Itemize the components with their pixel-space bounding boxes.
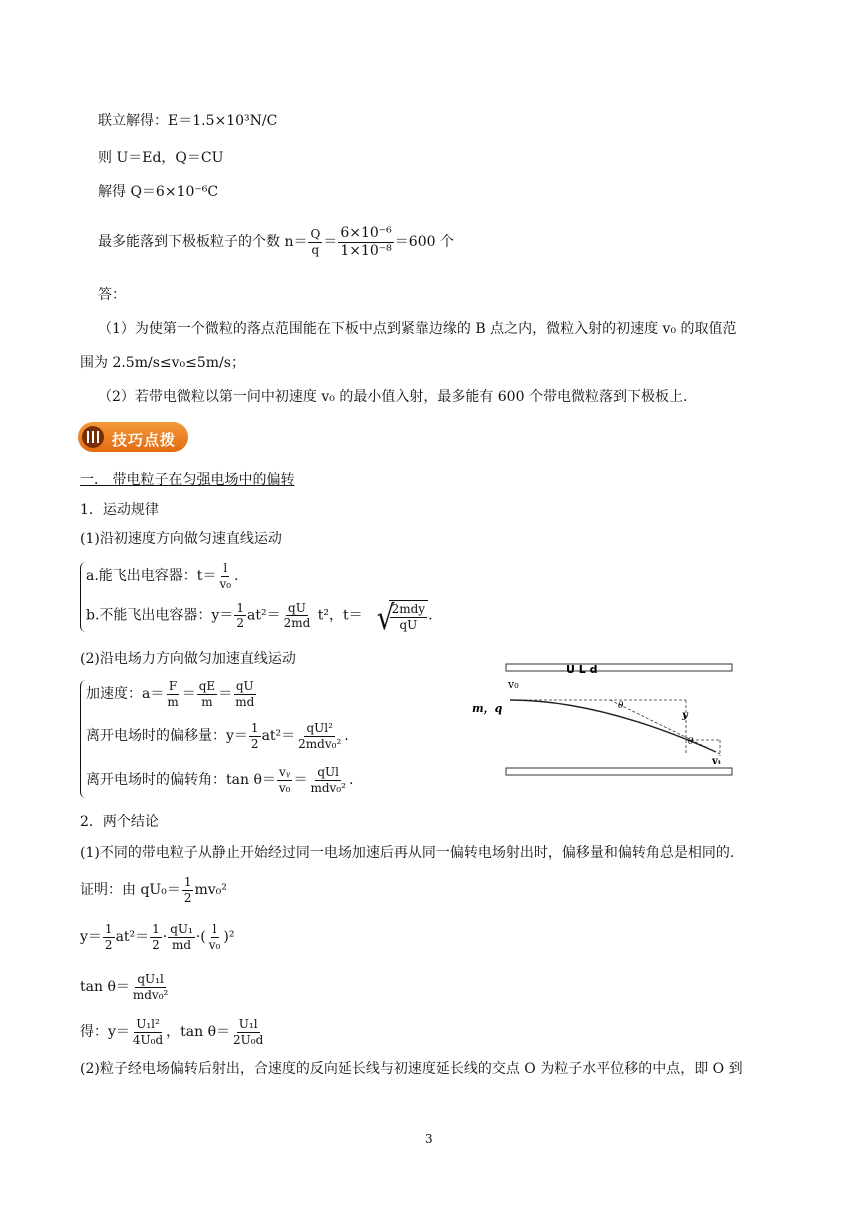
- offset-line: 离开电场时的偏移量：y＝ $\frac{1}{2}$ at²＝ $\frac{\text{qUl²}}{\text{2mdv₀²}}$ .: [86, 721, 349, 751]
- answer-1-line-a: （1）为使第一个微粒的落点范围能在下板中点到紧靠边缘的 B 点之内，微粒入射的初速度 v₀ 的取值范: [98, 321, 737, 337]
- solve-q-line: 解得 Q＝6×10⁻⁶C: [98, 184, 219, 200]
- theta-label-1: θ: [618, 701, 624, 711]
- tips-badge-label: 技巧点拨: [112, 431, 177, 449]
- upper-plate: [506, 664, 732, 671]
- page-number: 3: [425, 1132, 433, 1146]
- theta-label-2: θ: [688, 737, 694, 747]
- deflection-diagram: [470, 660, 740, 780]
- heading-motion-rules: 1．运动规律: [80, 502, 159, 518]
- section-heading: 一． 带电粒子在匀强电场中的偏转: [80, 472, 295, 488]
- hit-plate-time-line: b.不能飞出电容器：y＝ $\frac{1}{2}$ at²＝ $\frac{qU}{2md}$ t²，t＝ √ $\frac{\text{2mdy}}{qU}$ .: [86, 597, 433, 638]
- charge-ratio-fraction: $\frac{\text{6×10⁻⁶}}{\text{1×10⁻⁸}}$: [340, 225, 392, 259]
- q-over-q-fraction: $\frac{Q}{q}$: [310, 227, 321, 257]
- answer-label: 答：: [98, 287, 126, 303]
- tips-badge: [78, 422, 188, 452]
- acceleration-line: 加速度：a＝ $\frac{F}{m}$ ＝ $\frac{qE}{m}$ ＝ $\frac{qU}{md}$: [86, 679, 255, 709]
- accelerated-motion-heading: (2)沿电场力方向做匀加速直线运动: [80, 651, 296, 667]
- result-line: 得：y＝ $\frac{\text{U₁l²}}{\text{4U₀d}}$ ，tan θ＝ $\frac{\text{U₁l}}{\text{2U₀d}}$: [80, 1017, 264, 1047]
- lower-plate: [506, 768, 732, 775]
- two-conclusions-heading: 2．两个结论: [80, 814, 159, 830]
- mq-label: m，q: [472, 702, 503, 715]
- u-q-line: 则 U＝Ed，Q＝CU: [98, 150, 224, 166]
- book-icon: [82, 426, 104, 448]
- count-line: 最多能落到下极板粒子的个数 n＝ $\frac{Q}{q}$ ＝ $\frac{\text{6×10⁻⁶}}{\text{1×10⁻⁸}}$ ＝600 个: [98, 225, 454, 259]
- plate-label: U L d: [566, 663, 598, 676]
- conclusion-2: (2)粒子经电场偏转后射出，合速度的反向延长线与初速度延长线的交点 O 为粒子水平位移的中点，即 O 到: [80, 1061, 743, 1077]
- proof-line: 证明：由 qU₀＝ $\frac{1}{2}$ mv₀²: [80, 875, 227, 905]
- y-expression: y＝ $\frac{1}{2}$ at²＝ $\frac{1}{2}$ · $\frac{\text{qU₁}}{md}$ ·( $\frac{l}{\text{v₀}}$ )²: [80, 922, 235, 952]
- y-label: y: [682, 710, 688, 721]
- tan-expression: tan θ＝ $\frac{\text{qU₁l}}{\text{mdv₀²}}$: [80, 972, 169, 1002]
- vt-label: vₜ: [712, 756, 722, 767]
- answer-2-line: （2）若带电微粒以第一问中初速度 v₀ 的最小值入射，最多能有 600 个带电微粒落到下极板上.: [98, 389, 688, 405]
- sqrt-expression: √ $\frac{\text{2mdy}}{qU}$: [377, 600, 428, 631]
- conclusion-1: (1)不同的带电粒子从静止开始经过同一电场加速后再从同一偏转电场射出时，偏移量和偏转角总是相同的.: [80, 845, 735, 861]
- answer-1-line-b: 围为 2.5m/s≤v₀≤5m/s；: [80, 355, 245, 371]
- uniform-motion-heading: (1)沿初速度方向做匀速直线运动: [80, 531, 282, 547]
- trajectory: [510, 700, 716, 752]
- deflection-angle-line: 离开电场时的偏转角：tan θ＝ $\frac{\text{vᵧ}}{\text{v₀}}$ ＝ $\frac{\text{qUl}}{\text{mdv₀²}}$ .: [86, 765, 354, 795]
- fly-out-time-line: a.能飞出电容器：t＝ $\frac{l}{\text{v₀}}$ .: [86, 561, 239, 591]
- v0-label: v₀: [508, 678, 519, 691]
- solve-e-line: 联立解得：E＝1.5×10³N/C: [98, 113, 278, 129]
